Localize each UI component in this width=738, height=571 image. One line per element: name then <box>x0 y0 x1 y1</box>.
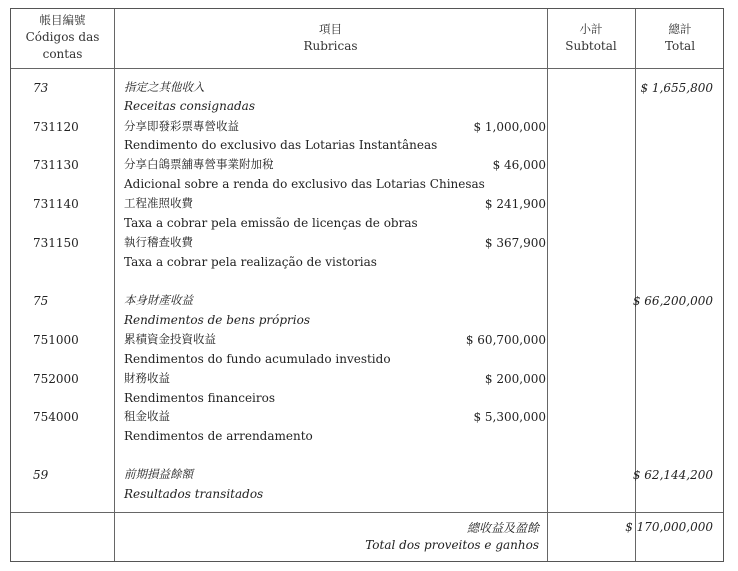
grand-total: $ 170,000,000 <box>625 520 713 534</box>
header-codes-pt-1: Códigos das <box>25 30 100 44</box>
header-codes-pt-2: contas <box>42 47 83 61</box>
column-divider <box>114 9 115 561</box>
account-subtotal: $ 367,900 <box>484 236 546 250</box>
group-total: $ 66,200,000 <box>632 294 713 308</box>
revenue-table <box>10 8 724 562</box>
account-code: 751000 <box>33 333 79 347</box>
account-subtotal: $ 60,700,000 <box>465 333 546 347</box>
group-total: $ 1,655,800 <box>640 81 713 95</box>
group-label-zh: 指定之其他收入 <box>124 80 205 94</box>
account-label-zh: 分享即發彩票專營收益 <box>124 119 239 133</box>
footer-label-zh: 總收益及盈餘 <box>466 521 539 535</box>
account-label-zh: 工程准照收費 <box>124 196 193 210</box>
header-subtotal-pt: Subtotal <box>565 39 617 53</box>
group-label-pt: Rendimentos de bens próprios <box>124 313 310 327</box>
column-divider <box>547 9 548 561</box>
header-codes-zh: 帳目編號 <box>39 13 86 27</box>
account-label-pt: Rendimentos de arrendamento <box>124 429 313 443</box>
header-subtotal-zh: 小計 <box>579 22 603 36</box>
account-label-zh: 執行稽查收費 <box>124 235 193 249</box>
header-items-pt: Rubricas <box>303 39 358 53</box>
group-code: 75 <box>33 294 49 308</box>
account-label-pt: Taxa a cobrar pela realização de vistorias <box>124 255 377 269</box>
header-items <box>114 21 547 55</box>
header-items-zh: 項目 <box>319 22 342 36</box>
group-total: $ 62,144,200 <box>632 468 713 482</box>
account-code: 754000 <box>33 410 79 424</box>
account-subtotal: $ 200,000 <box>484 372 546 386</box>
group-label-zh: 本身財產收益 <box>124 293 193 307</box>
footer-label-pt: Total dos proveitos e ganhos <box>365 538 539 552</box>
group-code: 59 <box>33 468 49 482</box>
account-label-zh: 分享白鴿票舖專營事業附加稅 <box>124 157 274 171</box>
account-subtotal: $ 241,900 <box>484 197 546 211</box>
account-label-zh: 租金收益 <box>124 409 170 423</box>
account-label-zh: 累積資金投資收益 <box>124 332 216 346</box>
header-total-zh: 總計 <box>668 22 692 36</box>
account-code: 731150 <box>33 236 79 250</box>
header-total-pt: Total <box>664 39 696 53</box>
header-rule <box>11 68 723 69</box>
header-codes <box>11 12 114 63</box>
account-label-pt: Taxa a cobrar pela emissão de licenças de obras <box>124 216 418 230</box>
group-label-zh: 前期損益餘額 <box>124 467 193 481</box>
account-code: 731120 <box>33 120 79 134</box>
account-code: 731140 <box>33 197 79 211</box>
account-label-pt: Rendimentos do fundo acumulado investido <box>124 352 391 366</box>
account-subtotal: $ 5,300,000 <box>473 410 546 424</box>
account-subtotal: $ 46,000 <box>492 158 546 172</box>
account-code: 752000 <box>33 372 79 386</box>
group-label-pt: Receitas consignadas <box>124 99 255 113</box>
account-label-pt: Adicional sobre a renda do exclusivo das Lotarias Chinesas <box>124 177 485 191</box>
footer-rule <box>11 512 723 513</box>
account-code: 731130 <box>33 158 79 172</box>
account-label-zh: 財務收益 <box>124 371 170 385</box>
account-label-pt: Rendimento do exclusivo das Lotarias Instantâneas <box>124 138 438 152</box>
account-subtotal: $ 1,000,000 <box>473 120 546 134</box>
account-label-pt: Rendimentos financeiros <box>124 391 276 405</box>
header-total <box>635 21 725 55</box>
group-label-pt: Resultados transitados <box>124 487 264 501</box>
header-subtotal <box>547 21 635 55</box>
group-code: 73 <box>33 81 49 95</box>
